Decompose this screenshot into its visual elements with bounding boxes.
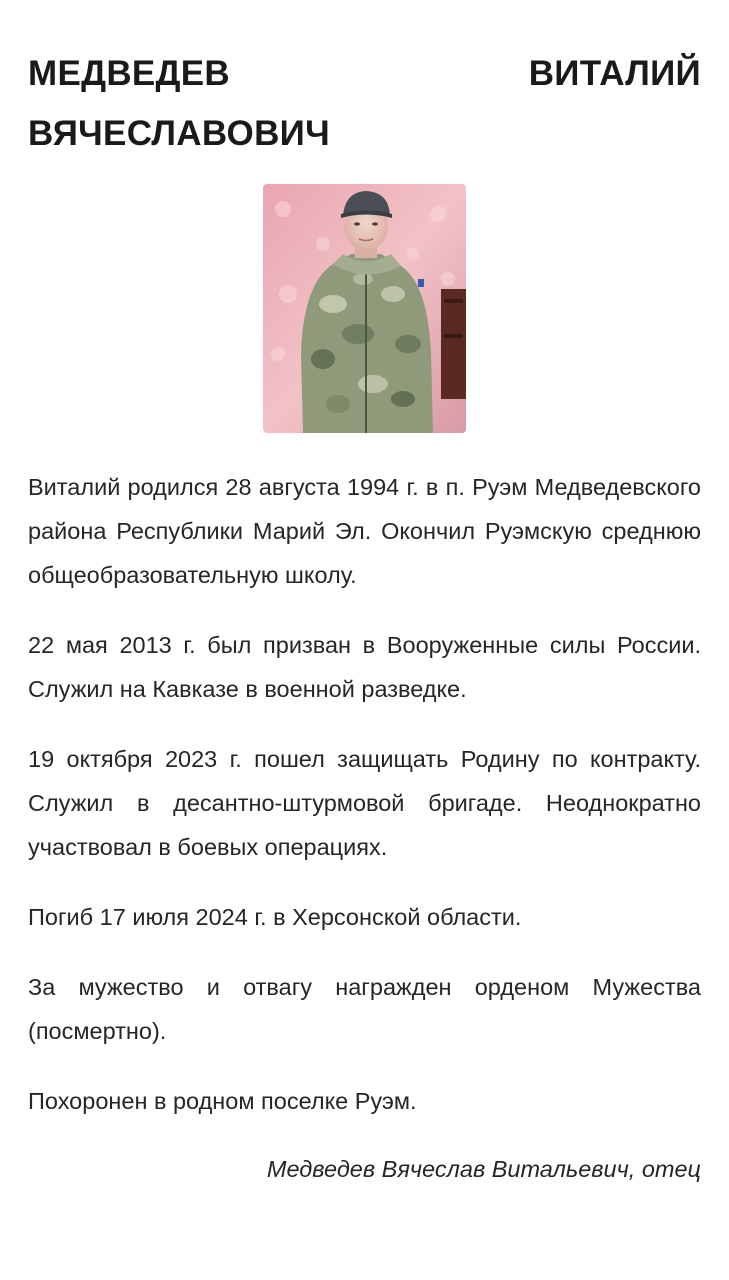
page-title: МЕДВЕДЕВ ВИТАЛИЙ ВЯЧЕСЛАВОВИЧ	[28, 54, 701, 153]
biography	[28, 465, 701, 1123]
bio-paragraph-conscription: 22 мая 2013 г. был призван в Вооруженные силы России. Служил на Кавказе в военной разведке.	[28, 632, 701, 702]
bio-paragraph-award: За мужество и отвагу награжден орденом Мужества (посмертно).	[28, 974, 701, 1044]
bio-paragraph-death: Погиб 17 июля 2024 г. в Херсонской области.	[28, 904, 522, 930]
bio-paragraph-burial: Похоронен в родном поселке Руэм.	[28, 1088, 417, 1114]
memorial-article	[28, 0, 701, 1189]
author-signature: Медведев Вячеслав Витальевич, отец	[266, 1156, 701, 1182]
bio-paragraph-birth: Виталий родился 28 августа 1994 г. в п. Руэм Медведевского района Республики Марий Эл. Окончил Руэмскую среднюю общеобразовательную школу.	[28, 474, 701, 588]
bio-paragraph-contract: 19 октября 2023 г. пошел защищать Родину по контракту. Служил в десантно-штурмовой бригаде. Неоднократно участвовал в боевых операциях.	[28, 746, 701, 860]
portrait-photo	[263, 184, 466, 433]
